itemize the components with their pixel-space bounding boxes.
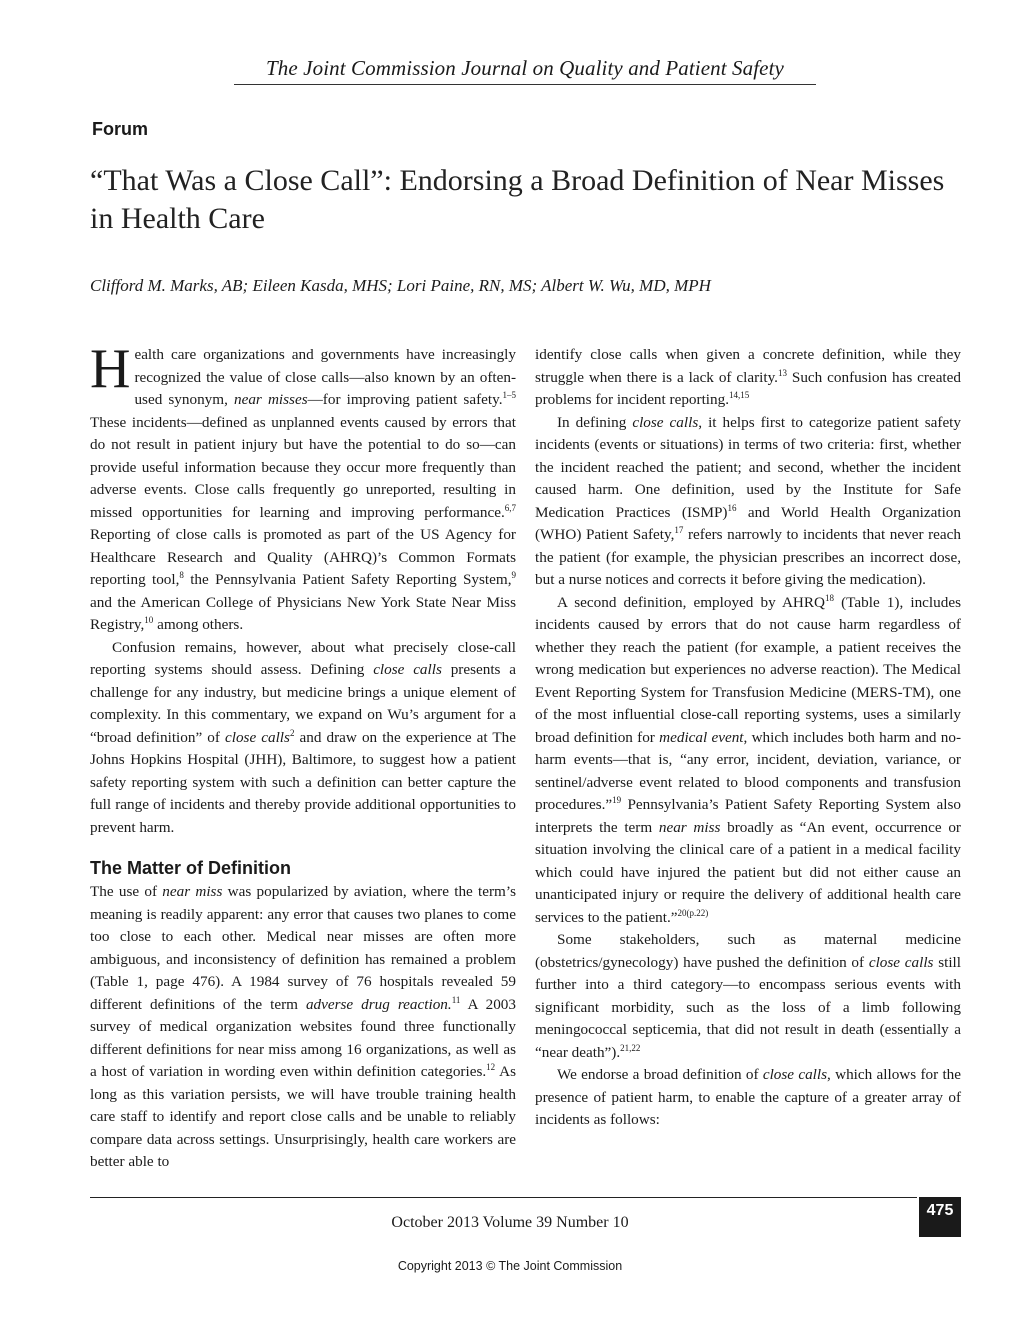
issue-info: October 2013 Volume 39 Number 10 [391,1214,629,1231]
author-list: Clifford M. Marks, AB; Eileen Kasda, MHS; Lori Paine, RN, MS; Albert W. Wu, MD, MPH [90,276,711,295]
copyright-notice: Copyright 2013 © The Joint Commission [397,1259,623,1273]
body-paragraph: identify close calls when given a concrete definition, while they struggle when there is a lack of clarity.$^{13}$ Such confusion has created problems for incident reporting.$^{14,15}$ [535,346,961,408]
page-number: 475 [919,1197,961,1237]
body-paragraph: Confusion remains, however, about what precisely close-call reporting systems should assess. Defining close calls presents a challenge for any industry, but medicine brings a unique element of complexity. In this commentary, we expand on Wu’s argument for a “broad definition” of close calls$^2$ and draw on the experience at The Johns Hopkins Hospital (JHH), Baltimore, to suggest how a patient safety reporting system with such a definition can better capture the full range of incidents and thereby provide additional opportunities to prevent harm. [90,638,517,836]
body-paragraph: The use of near miss was popularized by aviation, where the term’s meaning is readily apparent: any error that causes two planes to come too close to each other. Medical near misses are often more ambiguous, and inconsistency of definition has remained a problem (Table 1, page 476). A 1984 survey of 76 hospitals revealed 59 different definitions of the term adverse drug reaction.$^{11}$ A 2003 survey of medical organization websites found three functionally different definitions for near miss among 16 organizations, as well as a host of variation in wording even within definition categories.$^{12}$ As long as this variation persists, we will have trouble training health care staff to identify and report close calls and be unable to reliably compare data across settings. Unsurprisingly, health care workers are better able to [90,883,517,1170]
body-paragraph: We endorse a broad definition of close calls, which allows for the presence of patient harm, to enable the capture of a greater array of incidents as follows: [535,1066,962,1128]
footer-rule [90,1197,917,1198]
drop-cap: H [90,338,131,400]
section-heading: The Matter of Definition [90,858,291,878]
right-column [535,344,961,1132]
left-column [90,338,517,1174]
journal-title: The Joint Commission Journal on Quality and Patient Safety [234,56,816,85]
section-label: Forum [92,119,148,139]
intro-paragraph: Health care organizations and governments have increasingly recognized the value of close calls—also known by an often-used synonym, near misses—for improving patient safety.$^{1-5}$ These incidents—defined as unplanned events caused by errors that do not result in patient injury but have the potential to do so—can provide useful information because they occur more frequently than adverse events. Close calls frequently go unreported, resulting in missed opportunities for learning and improving performance.$^{6,7}$ Reporting of close calls is promoted as part of the US Agency for Healthcare Research and Quality (AHRQ)’s Common Formats reporting tool,$^8$ the Pennsylvania Patient Safety Reporting System,$^9$ and the American College of Physicians New York State Near Miss Registry,$^{10}$ among others. [90,338,517,633]
article-title: “That Was a Close Call”: Endorsing a Broad Definition of Near Misses in Health Care [90,164,945,235]
body-paragraph: A second definition, employed by AHRQ$^{18}$ (Table 1), includes incidents caused by errors that do not cause harm regardless of whether they reach the patient (for example, a patient receives the wrong medication but experiences no adverse reaction). The Medical Event Reporting System for Transfusion Medicine (MERS-TM), one of the most influential close-call reporting systems, uses a similarly broad definition for medical event, which includes both harm and no-harm events—that is, “any error, incident, deviation, variance, or sentinel/adverse event related to blood components and transfusion procedures.”$^{19}$ Pennsylvania’s Patient Safety Reporting System also interprets the term near miss broadly as “An event, occurrence or situation involving the clinical care of a patient in a medical facility which could have injured the patient but did not either cause an unanticipated injury or require the delivery of additional health care services to the patient.”$^{20(p.22)}$ [535,592,962,926]
body-paragraph: Some stakeholders, such as maternal medicine (obstetrics/gynecology) have pushed the definition of close calls still further into a third category—to encompass serious events with significant morbidity, such as the loss of a limb following meningococcal septicemia, that did not result in death (essentially a “near death”).$^{21,22}$ [535,931,962,1061]
body-paragraph: In defining close calls, it helps first to categorize patient safety incidents (events or situations) in terms of two criteria: first, whether the incident reached the patient; and second, whether the incident caused harm. One definition, used by the Institute for Safe Medication Practices (ISMP)$^{16}$ and World Health Organization (WHO) Patient Safety,$^{17}$ refers narrowly to incidents that never reach the patient (for example, the physician prescribes an incorrect dose, but a nurse notices and corrects it before giving the medication). [535,413,961,588]
